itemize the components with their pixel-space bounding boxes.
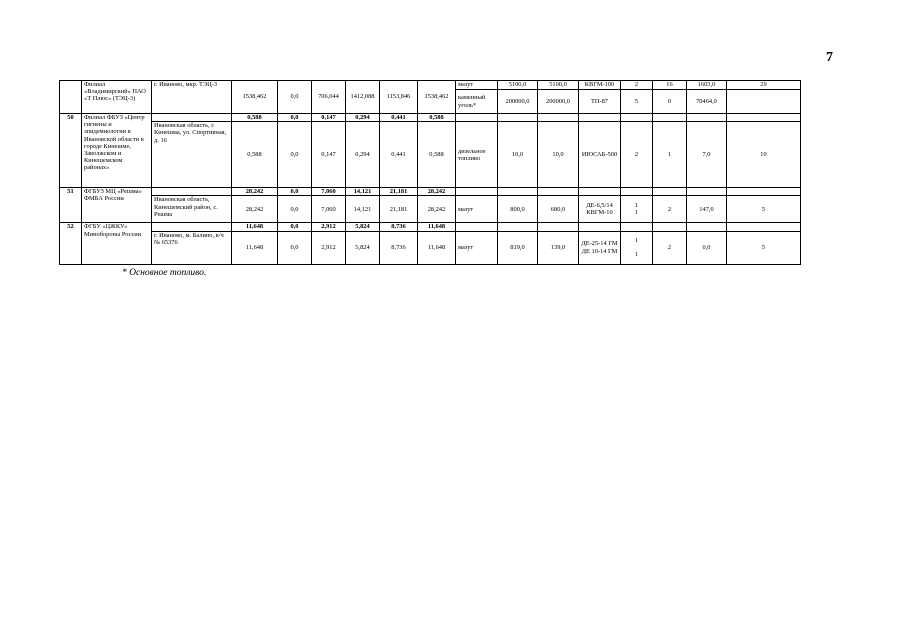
- value-cell: 1603,0: [687, 81, 727, 90]
- table-row: [60, 114, 801, 122]
- value-cell: 11,648: [418, 231, 456, 264]
- row-number: 51: [60, 188, 82, 223]
- count-cell: 5: [621, 90, 653, 114]
- count-cell: 2: [621, 81, 653, 90]
- boiler-type-2: ДЕ 10-14 ГМ: [581, 247, 618, 255]
- value-cell: 0,588: [232, 122, 278, 188]
- sum-cell: 5,824: [346, 223, 380, 231]
- sum-cell: 21,181: [380, 188, 418, 196]
- count-1: 1: [634, 202, 639, 210]
- org-name: Филиал ФБУЗ «Центр гигиены и эпидемиологии в Ивановской области в городе Кинешме, Заволжском и Кинешемском районах»: [82, 114, 152, 188]
- blank-cell: [152, 188, 232, 196]
- footnote: * Основное топливо.: [122, 268, 207, 278]
- sum-cell: 0,294: [346, 114, 380, 122]
- count-cell: [621, 196, 653, 223]
- fuel-value: 5100,0: [498, 81, 538, 90]
- boiler-type-1: ДЕ-25-14 ГМ: [581, 240, 618, 248]
- sum-cell: 0,441: [380, 114, 418, 122]
- sum-cell: 0,147: [312, 114, 346, 122]
- blank-cell: [152, 114, 232, 122]
- table-row: [60, 81, 801, 90]
- sum-cell: 28,242: [232, 188, 278, 196]
- boiler-type: [579, 196, 621, 223]
- value-cell: 706,044: [312, 81, 346, 114]
- value-cell: 8,736: [380, 231, 418, 264]
- row-number: [60, 81, 82, 114]
- fuel-type: мазут: [456, 231, 498, 264]
- org-address: г. Иваново, мкр. ТЭЦ-3: [152, 81, 232, 114]
- count-cell: 16: [653, 81, 687, 90]
- value-cell: 0,294: [346, 122, 380, 188]
- value-cell: 0,147: [312, 122, 346, 188]
- fuel-type: мазут: [456, 81, 498, 90]
- count-cell: 2: [653, 196, 687, 223]
- fuel-value: 5100,0: [538, 81, 579, 90]
- boiler-type: ТП-87: [579, 90, 621, 114]
- table-row: [60, 196, 801, 223]
- boiler-type: КВГМ-100: [579, 81, 621, 90]
- page-number: 7: [826, 50, 833, 65]
- value-cell: 7,0: [687, 122, 727, 188]
- table-row: [60, 223, 801, 231]
- fuel-type: каменный уголь*: [456, 90, 498, 114]
- org-address: Ивановская область, г. Кинешма, ул. Спортивная, д. 16: [152, 122, 232, 188]
- value-cell: 147,0: [687, 196, 727, 223]
- value-cell: 0,0: [278, 231, 312, 264]
- sum-cell: 28,242: [418, 188, 456, 196]
- org-name: Филиал «Владимирский» ПАО «Т Плюс» (ТЭЦ-3): [82, 81, 152, 114]
- emissions-table: [59, 80, 801, 265]
- sum-cell: 7,060: [312, 188, 346, 196]
- fuel-type: мазут: [456, 196, 498, 223]
- sum-cell: 11,648: [232, 223, 278, 231]
- sum-cell: 11,648: [418, 223, 456, 231]
- table-row: [60, 231, 801, 264]
- org-address: г. Иваново, м. Балино, в/ч № 65376: [152, 231, 232, 264]
- boiler-type: ИЮСАБ-500: [579, 122, 621, 188]
- fuel-value: 139,0: [538, 231, 579, 264]
- value-cell: 0,0: [278, 81, 312, 114]
- fuel-value: 800,0: [498, 196, 538, 223]
- value-cell: 1153,846: [380, 81, 418, 114]
- count-cell: 0: [653, 90, 687, 114]
- count-1: 1: [634, 237, 639, 245]
- boiler-type-2: КВГМ-10: [586, 209, 613, 217]
- table-row: [60, 122, 801, 188]
- count-cell: 1: [653, 122, 687, 188]
- value-cell: 5: [727, 196, 801, 223]
- value-cell: 28,242: [232, 196, 278, 223]
- value-cell: 10: [727, 122, 801, 188]
- count-cell: 2: [621, 122, 653, 188]
- value-cell: 29: [727, 81, 801, 90]
- value-cell: [727, 90, 801, 114]
- sum-cell: 0,588: [232, 114, 278, 122]
- boiler-type: [579, 231, 621, 264]
- value-cell: 7,060: [312, 196, 346, 223]
- org-address: Ивановская область, Кинешемский район, с. Решма: [152, 196, 232, 223]
- blank-cell: [152, 223, 232, 231]
- value-cell: 21,181: [380, 196, 418, 223]
- value-cell: 0,0: [687, 231, 727, 264]
- value-cell: 28,242: [418, 196, 456, 223]
- row-number: 52: [60, 223, 82, 264]
- table-row: [60, 188, 801, 196]
- value-cell: 11,648: [232, 231, 278, 264]
- value-cell: 2,912: [312, 231, 346, 264]
- fuel-value: 680,0: [538, 196, 579, 223]
- value-cell: 70464,0: [687, 90, 727, 114]
- sum-cell: 0,588: [418, 114, 456, 122]
- sum-cell: 8,736: [380, 223, 418, 231]
- value-cell: 5,824: [346, 231, 380, 264]
- value-cell: 5: [727, 231, 801, 264]
- value-cell: 14,121: [346, 196, 380, 223]
- value-cell: 0,441: [380, 122, 418, 188]
- boiler-type-1: ДЕ-6,5/14: [586, 202, 613, 210]
- count-cell: [621, 231, 653, 264]
- count-2: 1: [634, 250, 639, 258]
- value-cell: 1538,462: [418, 81, 456, 114]
- fuel-value: 819,0: [498, 231, 538, 264]
- value-cell: 0,0: [278, 122, 312, 188]
- count-2: 1: [634, 209, 639, 217]
- value-cell: 0,0: [278, 196, 312, 223]
- fuel-value: 200000,0: [538, 90, 579, 114]
- fuel-value: 200000,0: [498, 90, 538, 114]
- count-cell: 2: [653, 231, 687, 264]
- value-cell: 1538,462: [232, 81, 278, 114]
- fuel-type: дизельное топливо: [456, 122, 498, 188]
- org-name: ФГБУ «ЦЖКУ» Минобороны России: [82, 223, 152, 264]
- fuel-value: 10,0: [498, 122, 538, 188]
- sum-cell: 0,0: [278, 188, 312, 196]
- sum-cell: 14,121: [346, 188, 380, 196]
- fuel-value: 10,0: [538, 122, 579, 188]
- org-name: ФГБУЗ МЦ «Решма» ФМБА России: [82, 188, 152, 223]
- row-number: 50: [60, 114, 82, 188]
- sum-cell: 0,0: [278, 223, 312, 231]
- value-cell: 1412,088: [346, 81, 380, 114]
- sum-cell: 2,912: [312, 223, 346, 231]
- value-cell: 0,588: [418, 122, 456, 188]
- sum-cell: 0,0: [278, 114, 312, 122]
